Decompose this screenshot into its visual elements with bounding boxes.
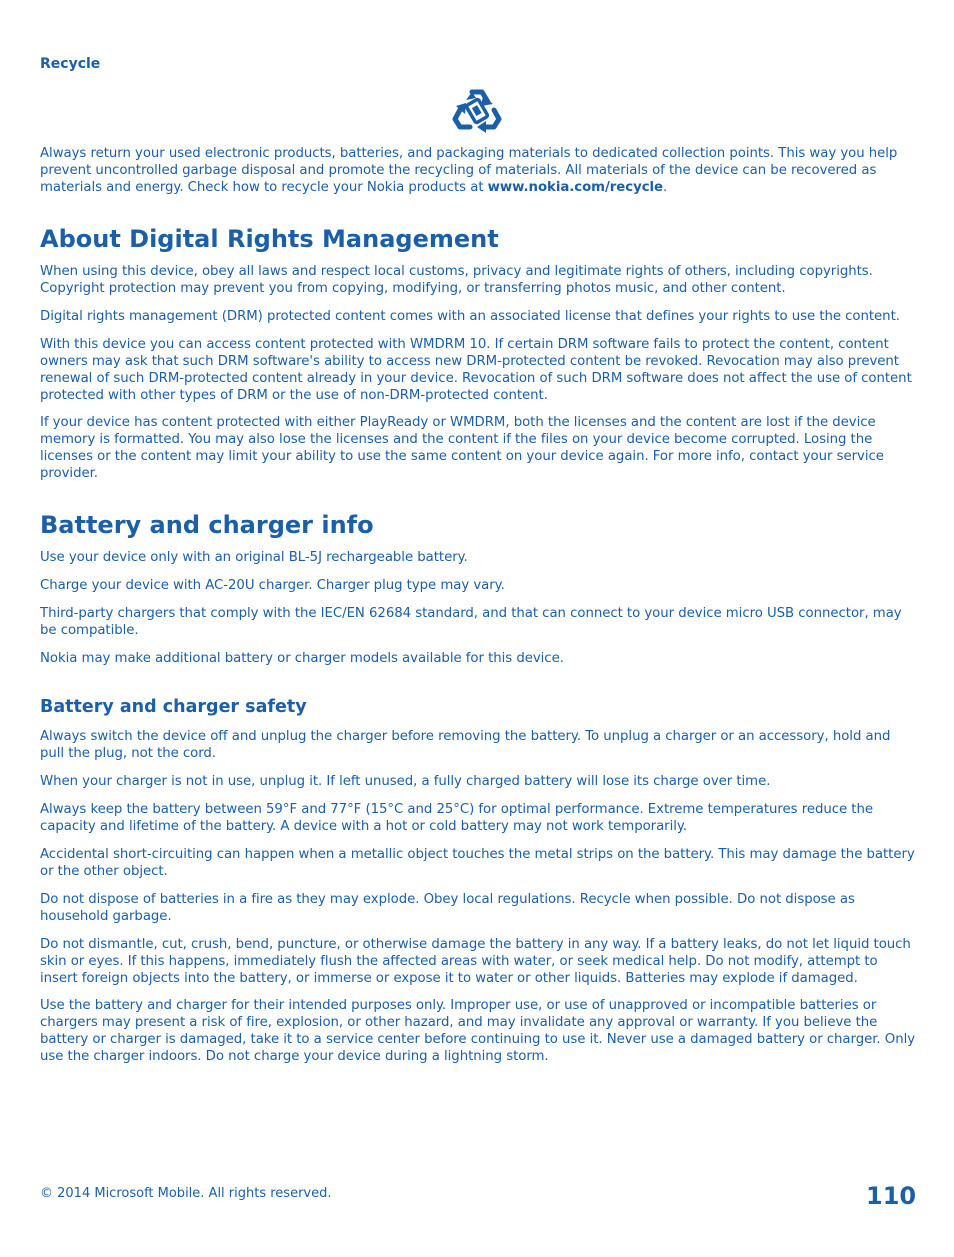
battery-section-heading-wrap bbox=[40, 510, 916, 540]
safety-paragraph: Accidental short-circuiting can happen when a metallic object touches the metal strips on the battery. This may damage the battery or the other object. bbox=[40, 847, 915, 879]
safety-paragraph: Do not dismantle, cut, crush, bend, puncture, or otherwise damage the battery in any way. If a battery leaks, do not let liquid touch skin or eyes. If this happens, immediately flush the affected areas with water, or seek medical help. Do not modify, attempt to insert foreign objects into the battery, or immerse or expose it to water or other liquids. Batteries may explode if damaged. bbox=[40, 937, 911, 986]
drm-heading: About Digital Rights Management bbox=[40, 225, 499, 253]
recycle-link[interactable]: www.nokia.com/recycle bbox=[487, 180, 664, 195]
safety-heading-wrap bbox=[40, 696, 916, 718]
battery-paragraph: Charge your device with AC-20U charger. Charger plug type may vary. bbox=[40, 578, 505, 593]
drm-section-heading-wrap bbox=[40, 224, 916, 254]
battery-heading: Battery and charger info bbox=[40, 511, 374, 539]
safety-heading: Battery and charger safety bbox=[40, 697, 307, 717]
drm-paragraph: Digital rights management (DRM) protected content comes with an associated license that defines your rights to use the content. bbox=[40, 309, 900, 324]
safety-paragraph: Do not dispose of batteries in a fire as they may explode. Obey local regulations. Recycle when possible. Do not dispose as household garbage. bbox=[40, 892, 855, 924]
drm-paragraph: If your device has content protected with either PlayReady or WMDRM, both the licenses and the content are lost if the device memory is formatted. You may also lose the licenses and the content if the files on your device become corrupted. Losing the licenses or the content may limit your ability to use the same content on your device again. For more info, contact your service provider. bbox=[40, 415, 884, 481]
battery-paragraph: Third-party chargers that comply with the IEC/EN 62684 standard, and that can connect to your device micro USB connector, may be compatible. bbox=[40, 606, 902, 638]
drm-paragraph: With this device you can access content protected with WMDRM 10. If certain DRM software fails to protect the content, content owners may ask that such DRM software's ability to access new DRM-protected content be revoked. Revocation may also prevent renewal of such DRM-protected content already in your device. Revocation of such DRM software does not affect the use of content protected with other types of DRM or the use of non-DRM-protected content. bbox=[40, 337, 912, 403]
safety-paragraph: Use the battery and charger for their intended purposes only. Improper use, or use of unapproved or incompatible batteries or chargers may present a risk of fire, explosion, or other hazard, and may invalidate any approval or warranty. If you believe the battery or charger is damaged, take it to a service center before continuing to use it. Never use a damaged battery or charger. Only use the charger indoors. Do not charge your device during a lightning storm. bbox=[40, 998, 916, 1064]
battery-paragraph: Nokia may make additional battery or charger models available for this device. bbox=[40, 651, 564, 666]
safety-paragraph: Always keep the battery between 59°F and 77°F (15°C and 25°C) for optimal performance. Extreme temperatures reduce the capacity and lifetime of the battery. A device with a hot or cold battery may not work temporarily. bbox=[40, 802, 873, 834]
drm-paragraph: When using this device, obey all laws and respect local customs, privacy and legitimate rights of others, including copyrights. Copyright protection may prevent you from copying, modifying, or transferring photos music, and other content. bbox=[40, 264, 873, 296]
page-number: 110 bbox=[866, 1182, 917, 1210]
safety-paragraph: Always switch the device off and unplug the charger before removing the battery. To unplug a charger or an accessory, hold and pull the plug, not the cord. bbox=[40, 729, 891, 761]
recycle-icon bbox=[452, 84, 502, 134]
copyright-notice: © 2014 Microsoft Mobile. All rights reserved. bbox=[40, 1186, 332, 1201]
section-label: Recycle bbox=[40, 56, 101, 72]
battery-paragraph: Use your device only with an original BL-5J rechargeable battery. bbox=[40, 550, 468, 565]
safety-paragraph: When your charger is not in use, unplug it. If left unused, a fully charged battery will lose its charge over time. bbox=[40, 774, 771, 789]
recycle-paragraph: Always return your used electronic products, batteries, and packaging materials to dedicated collection points. This way you help prevent uncontrolled garbage disposal and promote the recycling of materials. All materials of the device can be recovered as materials and energy. Check how to recycle your Nokia products at www.nokia.com/recycle. bbox=[40, 146, 898, 195]
